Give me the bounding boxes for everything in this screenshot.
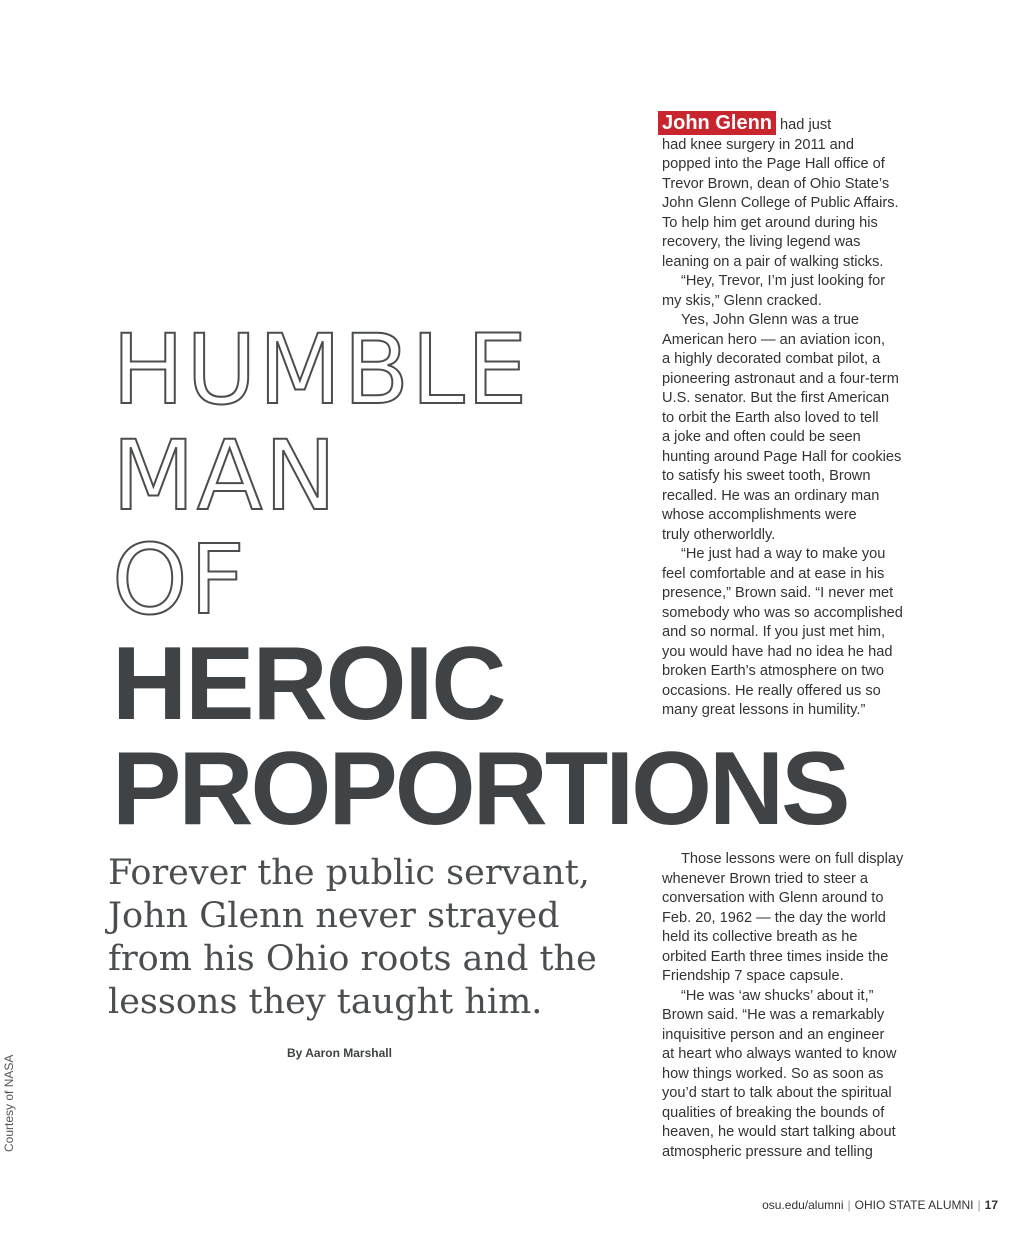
lead-line xyxy=(662,111,1002,136)
body-line: at heart who always wanted to know xyxy=(662,1046,897,1062)
body-line: qualities of breaking the bounds of xyxy=(662,1104,885,1121)
body-line: a joke and often could be seen xyxy=(662,429,861,445)
headline-line-heroic: HEROIC xyxy=(112,626,505,742)
body-line: “He just had a way to make you xyxy=(681,546,886,562)
body-line: my skis,” Glenn cracked. xyxy=(662,292,822,309)
dek-line: lessons they taught him. xyxy=(108,982,543,1022)
headline-line-a xyxy=(112,222,180,318)
body-line: how things worked. So as soon as xyxy=(662,1065,884,1082)
footer-separator: | xyxy=(977,1198,981,1212)
body-line: a highly decorated combat pilot, a xyxy=(662,351,881,367)
article-dek xyxy=(108,852,608,1024)
body-line: Yes, John Glenn was a true xyxy=(681,312,859,328)
footer-publication: OHIO STATE ALUMNI xyxy=(854,1198,974,1212)
page-footer xyxy=(762,1198,998,1212)
body-line: To help him get around during his xyxy=(662,214,878,231)
photo-credit: Courtesy of NASA xyxy=(2,1054,16,1152)
body-line: inquisitive person and an engineer xyxy=(662,1026,885,1043)
body-line: “Hey, Trevor, I’m just looking for xyxy=(681,273,886,289)
body-line: truly otherworldly. xyxy=(662,526,776,543)
footer-url: osu.edu/alumni xyxy=(762,1198,844,1212)
body-line: heaven, he would start talking about xyxy=(662,1124,896,1140)
body-line: John Glenn College of Public Affairs. xyxy=(662,195,899,211)
body-line: to satisfy his sweet tooth, Brown xyxy=(662,468,871,484)
body-line: recalled. He was an ordinary man xyxy=(662,487,880,504)
body-line: and so normal. If you just met him, xyxy=(662,624,886,640)
body-line: American hero — an aviation icon, xyxy=(662,331,886,348)
dek-line: John Glenn never strayed xyxy=(108,896,560,936)
body-line: pioneering astronaut and a four-term xyxy=(662,370,899,387)
body-line: Brown said. “He was a remarkably xyxy=(662,1007,885,1023)
dek-line: from his Ohio roots and the xyxy=(108,939,597,979)
body-line: you’d start to talk about the spiritual xyxy=(662,1085,892,1101)
body-line: Friendship 7 space capsule. xyxy=(662,968,844,984)
body-column-1 xyxy=(662,111,1002,721)
dek-line: Forever the public servant, xyxy=(108,853,590,893)
body-line: to orbit the Earth also loved to tell xyxy=(662,409,879,426)
headline-line-proportions: PROPORTIONS xyxy=(112,731,848,847)
body-line: held its collective breath as he xyxy=(662,929,858,945)
body-line: somebody who was so accomplished xyxy=(662,604,903,621)
byline: By Aaron Marshall xyxy=(287,1046,392,1060)
body-line: broken Earth’s atmosphere on two xyxy=(662,663,885,679)
body-line: U.S. senator. But the first American xyxy=(662,390,890,406)
footer-separator: | xyxy=(847,1198,851,1212)
body-line: Trevor Brown, dean of Ohio State’s xyxy=(662,175,890,192)
body-line: whenever Brown tried to steer a xyxy=(662,870,869,887)
body-line: atmospheric pressure and telling xyxy=(662,1143,873,1160)
lead-rest: had just xyxy=(776,117,832,133)
body-line: many great lessons in humility.” xyxy=(662,702,866,718)
body-line: Feb. 20, 1962 — the day the world xyxy=(662,909,886,926)
headline-line-of: OF xyxy=(112,524,247,636)
body-line: Those lessons were on full display xyxy=(681,851,904,867)
body-line: occasions. He really offered us so xyxy=(662,682,881,699)
headline-line-humble: HUMBLE xyxy=(112,314,530,426)
body-line: you would have had no idea he had xyxy=(662,643,893,660)
body-line: leaning on a pair of walking sticks. xyxy=(662,253,884,270)
headline-line-man: MAN xyxy=(112,420,339,532)
body-line: conversation with Glenn around to xyxy=(662,890,884,906)
body-line: orbited Earth three times inside the xyxy=(662,948,889,965)
body-line: popped into the Page Hall office of xyxy=(662,156,885,172)
body-line: hunting around Page Hall for cookies xyxy=(662,448,902,465)
body-line: “He was ‘aw shucks’ about it,” xyxy=(681,987,874,1004)
body-line: feel comfortable and at ease in his xyxy=(662,565,885,582)
body-line: whose accomplishments were xyxy=(662,507,857,523)
body-column-2 xyxy=(662,850,1002,1162)
lead-highlight-name: John Glenn xyxy=(658,111,776,135)
body-line: presence,” Brown said. “I never met xyxy=(662,585,894,601)
body-line: recovery, the living legend was xyxy=(662,234,861,250)
page-number: 17 xyxy=(984,1198,998,1212)
body-line: had knee surgery in 2011 and xyxy=(662,136,855,153)
